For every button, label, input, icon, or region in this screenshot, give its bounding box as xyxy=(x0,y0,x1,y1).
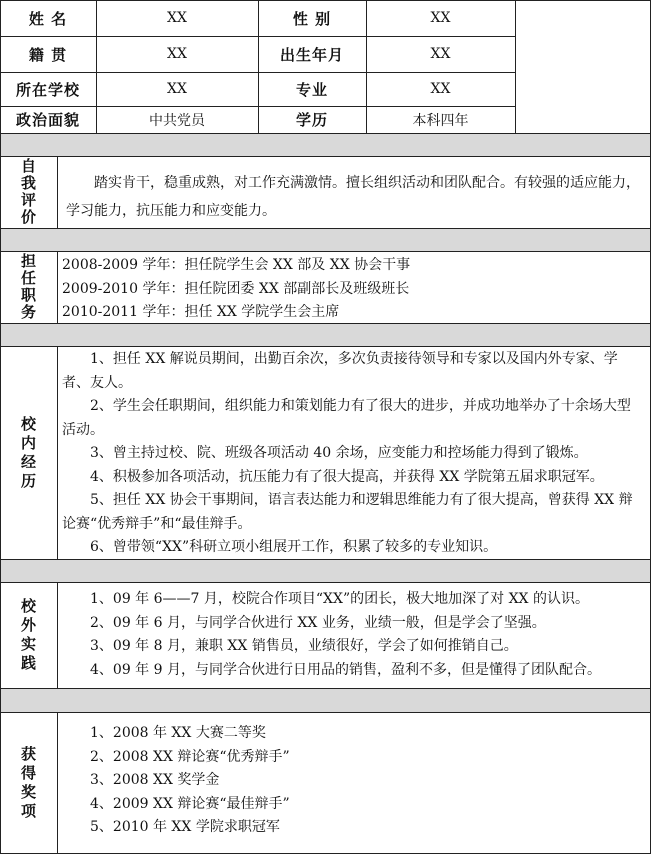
practice-label: 校 外 实 践 xyxy=(20,597,36,672)
campus-list xyxy=(62,348,642,560)
list-item: 1、09 年 6——7 月，校院合作项目“XX”的团长，极大地加深了对 XX 的认识。 xyxy=(90,591,589,607)
birth-label: 出生年月 xyxy=(279,45,344,64)
list-item: 3、09 年 8 月，兼职 XX 销售员，业绩很好，学会了如何推销自己。 xyxy=(90,638,518,654)
separator-band xyxy=(0,134,651,156)
awards-label: 获 得 奖 项 xyxy=(20,745,36,820)
list-item: 2、学生会任职期间，组织能力和策划能力有了很大的进步，并成功地举办了十余场大型活动。 xyxy=(62,398,631,438)
school-value: XX xyxy=(167,81,187,97)
list-item: 1、担任 XX 解说员期间，出勤百余次，多次负责接待领导和专家以及国内外专家、学者、友人。 xyxy=(62,351,618,391)
school-label: 所在学校 xyxy=(15,80,80,99)
birth-value: XX xyxy=(430,46,451,62)
list-item: 6、曾带领“XX”科研立项小组展开工作，积累了较多的专业知识。 xyxy=(90,539,498,555)
separator-band xyxy=(0,323,651,346)
gender-value: XX xyxy=(430,10,451,26)
origin-label: 籍 贯 xyxy=(28,45,68,64)
major-value: XX xyxy=(430,81,451,97)
positions-label: 担 任 职 务 xyxy=(20,252,36,321)
politics-label: 政治面貌 xyxy=(15,111,80,129)
awards-list xyxy=(62,722,642,840)
name-value: XX xyxy=(167,10,187,26)
list-item: 2009-2010 学年：担任院团委 XX 部副部长及班级班长 xyxy=(62,280,410,297)
list-item: 2010-2011 学年：担任 XX 学院学生会主席 xyxy=(62,304,340,320)
degree-label: 学历 xyxy=(295,111,328,129)
separator-band xyxy=(0,228,651,251)
list-item: 4、2009 XX 辩论赛“最佳辩手” xyxy=(90,795,290,812)
list-item: 2、2008 XX 辩论赛“优秀辩手” xyxy=(90,748,290,765)
practice-list xyxy=(62,588,642,682)
list-item: 5、担任 XX 协会干事期间，语言表达能力和逻辑思维能力有了很大提高，曾获得 XX 辩论赛“优秀辩手”和“最佳辩手。 xyxy=(62,492,633,532)
list-item: 5、2010 年 XX 学院求职冠军 xyxy=(90,819,280,835)
list-item: 4、09 年 9 月，与同学合伙进行日用品的销售，盈利不多，但是懂得了团队配合。 xyxy=(90,661,601,678)
separator-band xyxy=(0,559,651,582)
separator-band xyxy=(0,688,651,712)
self-eval-text: 踏实肯干，稳重成熟，对工作充满激情。擅长组织活动和团队配合。有较强的适应能力，学习能力，抗压能力和应变能力。 xyxy=(66,175,640,219)
list-item: 2008-2009 学年：担任院学生会 XX 部及 XX 协会干事 xyxy=(62,257,411,273)
major-label: 专业 xyxy=(295,80,328,99)
list-item: 4、积极参加各项活动，抗压能力有了很大提高，并获得 XX 学院第五届求职冠军。 xyxy=(90,468,604,485)
positions-list xyxy=(62,254,642,325)
list-item: 1、2008 年 XX 大赛二等奖 xyxy=(90,725,266,741)
list-item: 2、09 年 6 月，与同学合伙进行 XX 业务，业绩一般，但是学会了坚强。 xyxy=(90,614,546,631)
self-eval-label: 自 我 评 价 xyxy=(20,157,36,226)
degree-value: 本科四年 xyxy=(412,112,469,129)
list-item: 3、曾主持过校、院、班级各项活动 40 余场，应变能力和控场能力得到了锻炼。 xyxy=(90,445,588,461)
gender-label: 性 别 xyxy=(292,9,332,28)
list-item: 3、2008 XX 奖学金 xyxy=(90,772,220,788)
campus-label: 校 内 经 历 xyxy=(20,414,36,490)
name-label: 姓 名 xyxy=(28,9,68,28)
politics-value: 中共党员 xyxy=(149,112,205,129)
origin-value: XX xyxy=(167,46,187,62)
